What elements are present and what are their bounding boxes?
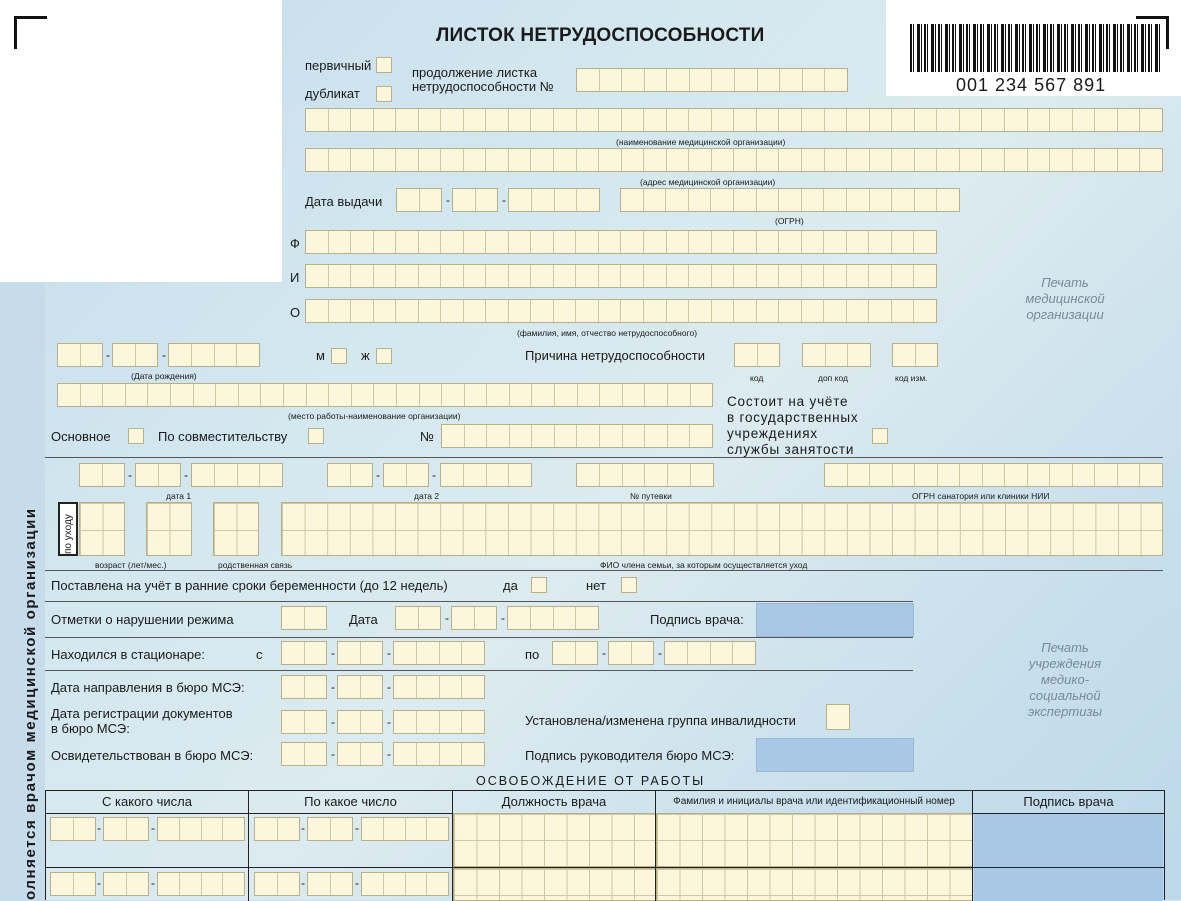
date-dash: - [355, 821, 359, 835]
care-box: по уходу [58, 502, 78, 556]
release1-from-month[interactable] [103, 817, 149, 841]
mse-head-signature-field[interactable] [756, 738, 914, 772]
release2-from-month[interactable] [103, 872, 149, 896]
employment-label: Состоит на учёте в государственных учреждениях службы занятости [727, 394, 859, 457]
release1-from-day[interactable] [50, 817, 96, 841]
date-dash: - [331, 646, 335, 660]
sex-zh-checkbox[interactable] [376, 348, 392, 364]
divider [45, 457, 1163, 458]
table-header-position: Должность врача [453, 791, 656, 813]
issue-date-year[interactable] [508, 188, 600, 212]
no-label: нет [586, 578, 606, 593]
pregnancy-label: Поставлена на учёт в ранние сроки беременности (до 12 недель) [51, 578, 448, 593]
fio-caption: (фамилия, имя, отчество нетрудоспособного) [517, 328, 698, 338]
care-age-field[interactable] [79, 502, 125, 556]
violation-date-year[interactable] [507, 606, 599, 630]
doctor-signature-field[interactable] [756, 603, 914, 637]
hospital-from-month[interactable] [337, 641, 383, 665]
o-label: О [290, 305, 301, 320]
birth-caption: (Дата рождения) [131, 371, 197, 381]
yes-label: да [503, 578, 518, 593]
family-member-field[interactable] [281, 502, 1163, 556]
org-address-field[interactable] [305, 148, 1163, 172]
hospital-to-day[interactable] [552, 641, 598, 665]
birth-month[interactable] [112, 343, 158, 367]
care-age-month-field[interactable] [146, 502, 192, 556]
sex-m-label: м [316, 348, 325, 363]
divider [45, 570, 1163, 571]
mse-registration-label: Дата регистрации документов в бюро МСЭ: [51, 706, 233, 736]
release2-from-year[interactable] [157, 872, 245, 896]
date-dash: - [602, 646, 606, 660]
date-dash: - [301, 876, 305, 890]
disability-label: Установлена/изменена группа инвалидности [525, 713, 796, 728]
violations-label: Отметки о нарушении режима [51, 612, 234, 627]
hospital-to-year[interactable] [664, 641, 756, 665]
date-dash: - [658, 646, 662, 660]
issue-date-label: Дата выдачи [305, 194, 383, 209]
main-job-label: Основное [51, 429, 111, 444]
family-caption: ФИО члена семьи, за которым осуществляется уход [600, 560, 808, 570]
date-dash: - [331, 680, 335, 694]
surname-field[interactable] [305, 230, 937, 254]
date-dash: - [97, 821, 101, 835]
release1-to-day[interactable] [254, 817, 300, 841]
date-dash: - [502, 193, 506, 207]
release2-to-year[interactable] [361, 872, 449, 896]
continuation-number-field[interactable] [576, 68, 848, 92]
release2-to-month[interactable] [307, 872, 353, 896]
release1-from-year[interactable] [157, 817, 245, 841]
release1-to-year[interactable] [361, 817, 449, 841]
release2-from-day[interactable] [50, 872, 96, 896]
primary-checkbox[interactable] [376, 57, 392, 73]
mse-direction-label: Дата направления в бюро МСЭ: [51, 680, 245, 695]
to-label: по [525, 647, 540, 662]
name-field[interactable] [305, 264, 937, 288]
relation-caption: родственная связь [218, 560, 293, 570]
duplicate-checkbox[interactable] [376, 86, 392, 102]
pregnancy-no-checkbox[interactable] [621, 577, 637, 593]
number-field[interactable] [441, 424, 713, 448]
hospital-from-day[interactable] [281, 641, 327, 665]
form-title: ЛИСТОК НЕТРУДОСПОСОБНОСТИ [436, 25, 765, 46]
date-dash: - [387, 680, 391, 694]
code-change-field[interactable] [892, 343, 938, 367]
violation-date-month[interactable] [451, 606, 497, 630]
extra-code-field[interactable] [802, 343, 871, 367]
mse-stamp-placeholder: Печать учреждения медико- социальной экспертизы [1027, 640, 1103, 719]
hospital-from-year[interactable] [393, 641, 485, 665]
date-dash: - [355, 876, 359, 890]
voucher-caption: № путевки [630, 491, 672, 501]
disability-group-field[interactable] [826, 704, 850, 730]
mse-exam-year[interactable] [393, 742, 485, 766]
age-caption: возраст (лет/мес.) [95, 560, 167, 570]
date-dash: - [376, 468, 380, 482]
date-dash: - [445, 611, 449, 625]
sanatorium-caption: ОГРН санатория или клиники НИИ [912, 491, 1050, 501]
hospital-label: Находился в стационаре: [51, 647, 205, 662]
ogrn-caption: (ОГРН) [775, 216, 804, 226]
voucher-number-field[interactable] [576, 463, 714, 487]
i-label: И [290, 270, 300, 285]
date1-month[interactable] [135, 463, 181, 487]
f-label: Ф [290, 236, 300, 251]
date-dash: - [331, 715, 335, 729]
release1-doctor-name-field[interactable] [656, 813, 973, 867]
release1-position-field[interactable] [453, 813, 656, 867]
sanatorium-ogrn-field[interactable] [824, 463, 1163, 487]
release2-position-field[interactable] [453, 868, 656, 901]
violation-date-day[interactable] [395, 606, 441, 630]
date2-year[interactable] [440, 463, 532, 487]
med-org-stamp-placeholder: Печать медицинской организации [1025, 275, 1105, 322]
date1-caption: дата 1 [166, 491, 192, 501]
table-header-from: С какого числа [46, 791, 249, 813]
continuation-label-1: продолжение листка [412, 65, 538, 80]
mse-direction-year[interactable] [393, 675, 485, 699]
birth-day[interactable] [57, 343, 103, 367]
date2-day[interactable] [327, 463, 373, 487]
date-dash: - [432, 468, 436, 482]
table-header-to: По какое число [249, 791, 453, 813]
duplicate-label: дубликат [305, 86, 360, 101]
date-dash: - [151, 821, 155, 835]
date-dash: - [387, 747, 391, 761]
mse-exam-label: Освидетельствован в бюро МСЭ: [51, 748, 254, 763]
table-header-signature: Подпись врача [1023, 794, 1114, 809]
hospital-to-month[interactable] [608, 641, 654, 665]
barcode-image [910, 24, 1160, 72]
date1-day[interactable] [79, 463, 125, 487]
date-dash: - [446, 193, 450, 207]
release2-doctor-name-field[interactable] [656, 868, 973, 901]
divider [45, 670, 913, 671]
date1-year[interactable] [191, 463, 283, 487]
pregnancy-yes-checkbox[interactable] [531, 577, 547, 593]
divider [45, 637, 913, 638]
side-vertical-text: олняется врачом медицинской организации [22, 507, 39, 900]
extra-code-caption: доп код [818, 373, 848, 383]
mse-direction-month[interactable] [337, 675, 383, 699]
mse-head-sign-label: Подпись руководителя бюро МСЭ: [525, 748, 735, 763]
divider [45, 601, 913, 602]
release2-signature-field[interactable] [974, 868, 1163, 901]
workplace-caption: (место работы-наименование организации) [288, 411, 461, 421]
org-name-field[interactable] [305, 108, 1163, 132]
issue-date-month[interactable] [452, 188, 498, 212]
date-dash: - [151, 876, 155, 890]
part-time-checkbox[interactable] [308, 428, 324, 444]
barcode-number: 001 234 567 891 [956, 75, 1107, 95]
release1-signature-field[interactable] [974, 814, 1163, 867]
sex-m-checkbox[interactable] [331, 348, 347, 364]
number-label: № [420, 429, 434, 444]
mse-exam-month[interactable] [337, 742, 383, 766]
mse-direction-day[interactable] [281, 675, 327, 699]
corner-mark-left [14, 16, 47, 49]
primary-label: первичный [305, 58, 372, 73]
patronymic-field[interactable] [305, 299, 937, 323]
date-dash: - [106, 348, 110, 362]
main-job-checkbox[interactable] [128, 428, 144, 444]
org-address-caption: (адрес медицинской организации) [640, 177, 776, 187]
date-dash: - [184, 468, 188, 482]
date-dash: - [97, 876, 101, 890]
reason-label: Причина нетрудоспособности [525, 348, 706, 363]
date-dash: - [301, 821, 305, 835]
part-time-label: По совместительству [158, 429, 288, 444]
date-dash: - [387, 646, 391, 660]
release2-to-day[interactable] [254, 872, 300, 896]
ogrn-field[interactable] [620, 188, 960, 212]
date-dash: - [162, 348, 166, 362]
employment-checkbox[interactable] [872, 428, 888, 444]
workplace-field[interactable] [57, 383, 713, 407]
violations-code-field[interactable] [281, 606, 327, 630]
birth-year[interactable] [168, 343, 260, 367]
date-dash: - [128, 468, 132, 482]
date2-caption: дата 2 [414, 491, 440, 501]
from-label: с [256, 647, 263, 662]
doctor-sign-label: Подпись врача: [650, 612, 744, 627]
date-dash: - [501, 611, 505, 625]
reason-code-field[interactable] [734, 343, 780, 367]
release-heading: ОСВОБОЖДЕНИЕ ОТ РАБОТЫ [476, 774, 706, 788]
code-change-caption: код изм. [895, 373, 928, 383]
continuation-label-2: нетрудоспособности № [412, 79, 554, 94]
relation-field[interactable] [213, 502, 259, 556]
release1-to-month[interactable] [307, 817, 353, 841]
date-dash: - [387, 715, 391, 729]
mse-reg-day[interactable] [281, 710, 327, 734]
table-header-doctor-name: Фамилия и инициалы врача или идентификационный номер [656, 791, 973, 813]
mse-reg-month[interactable] [337, 710, 383, 734]
sex-zh-label: ж [361, 348, 370, 363]
date-label: Дата [349, 612, 378, 627]
release-table [45, 790, 1165, 900]
date-dash: - [331, 747, 335, 761]
mse-reg-year[interactable] [393, 710, 485, 734]
date2-month[interactable] [383, 463, 429, 487]
code-caption: код [750, 373, 764, 383]
mse-exam-day[interactable] [281, 742, 327, 766]
issue-date-day[interactable] [396, 188, 442, 212]
org-name-caption: (наименование медицинской организации) [616, 137, 786, 147]
